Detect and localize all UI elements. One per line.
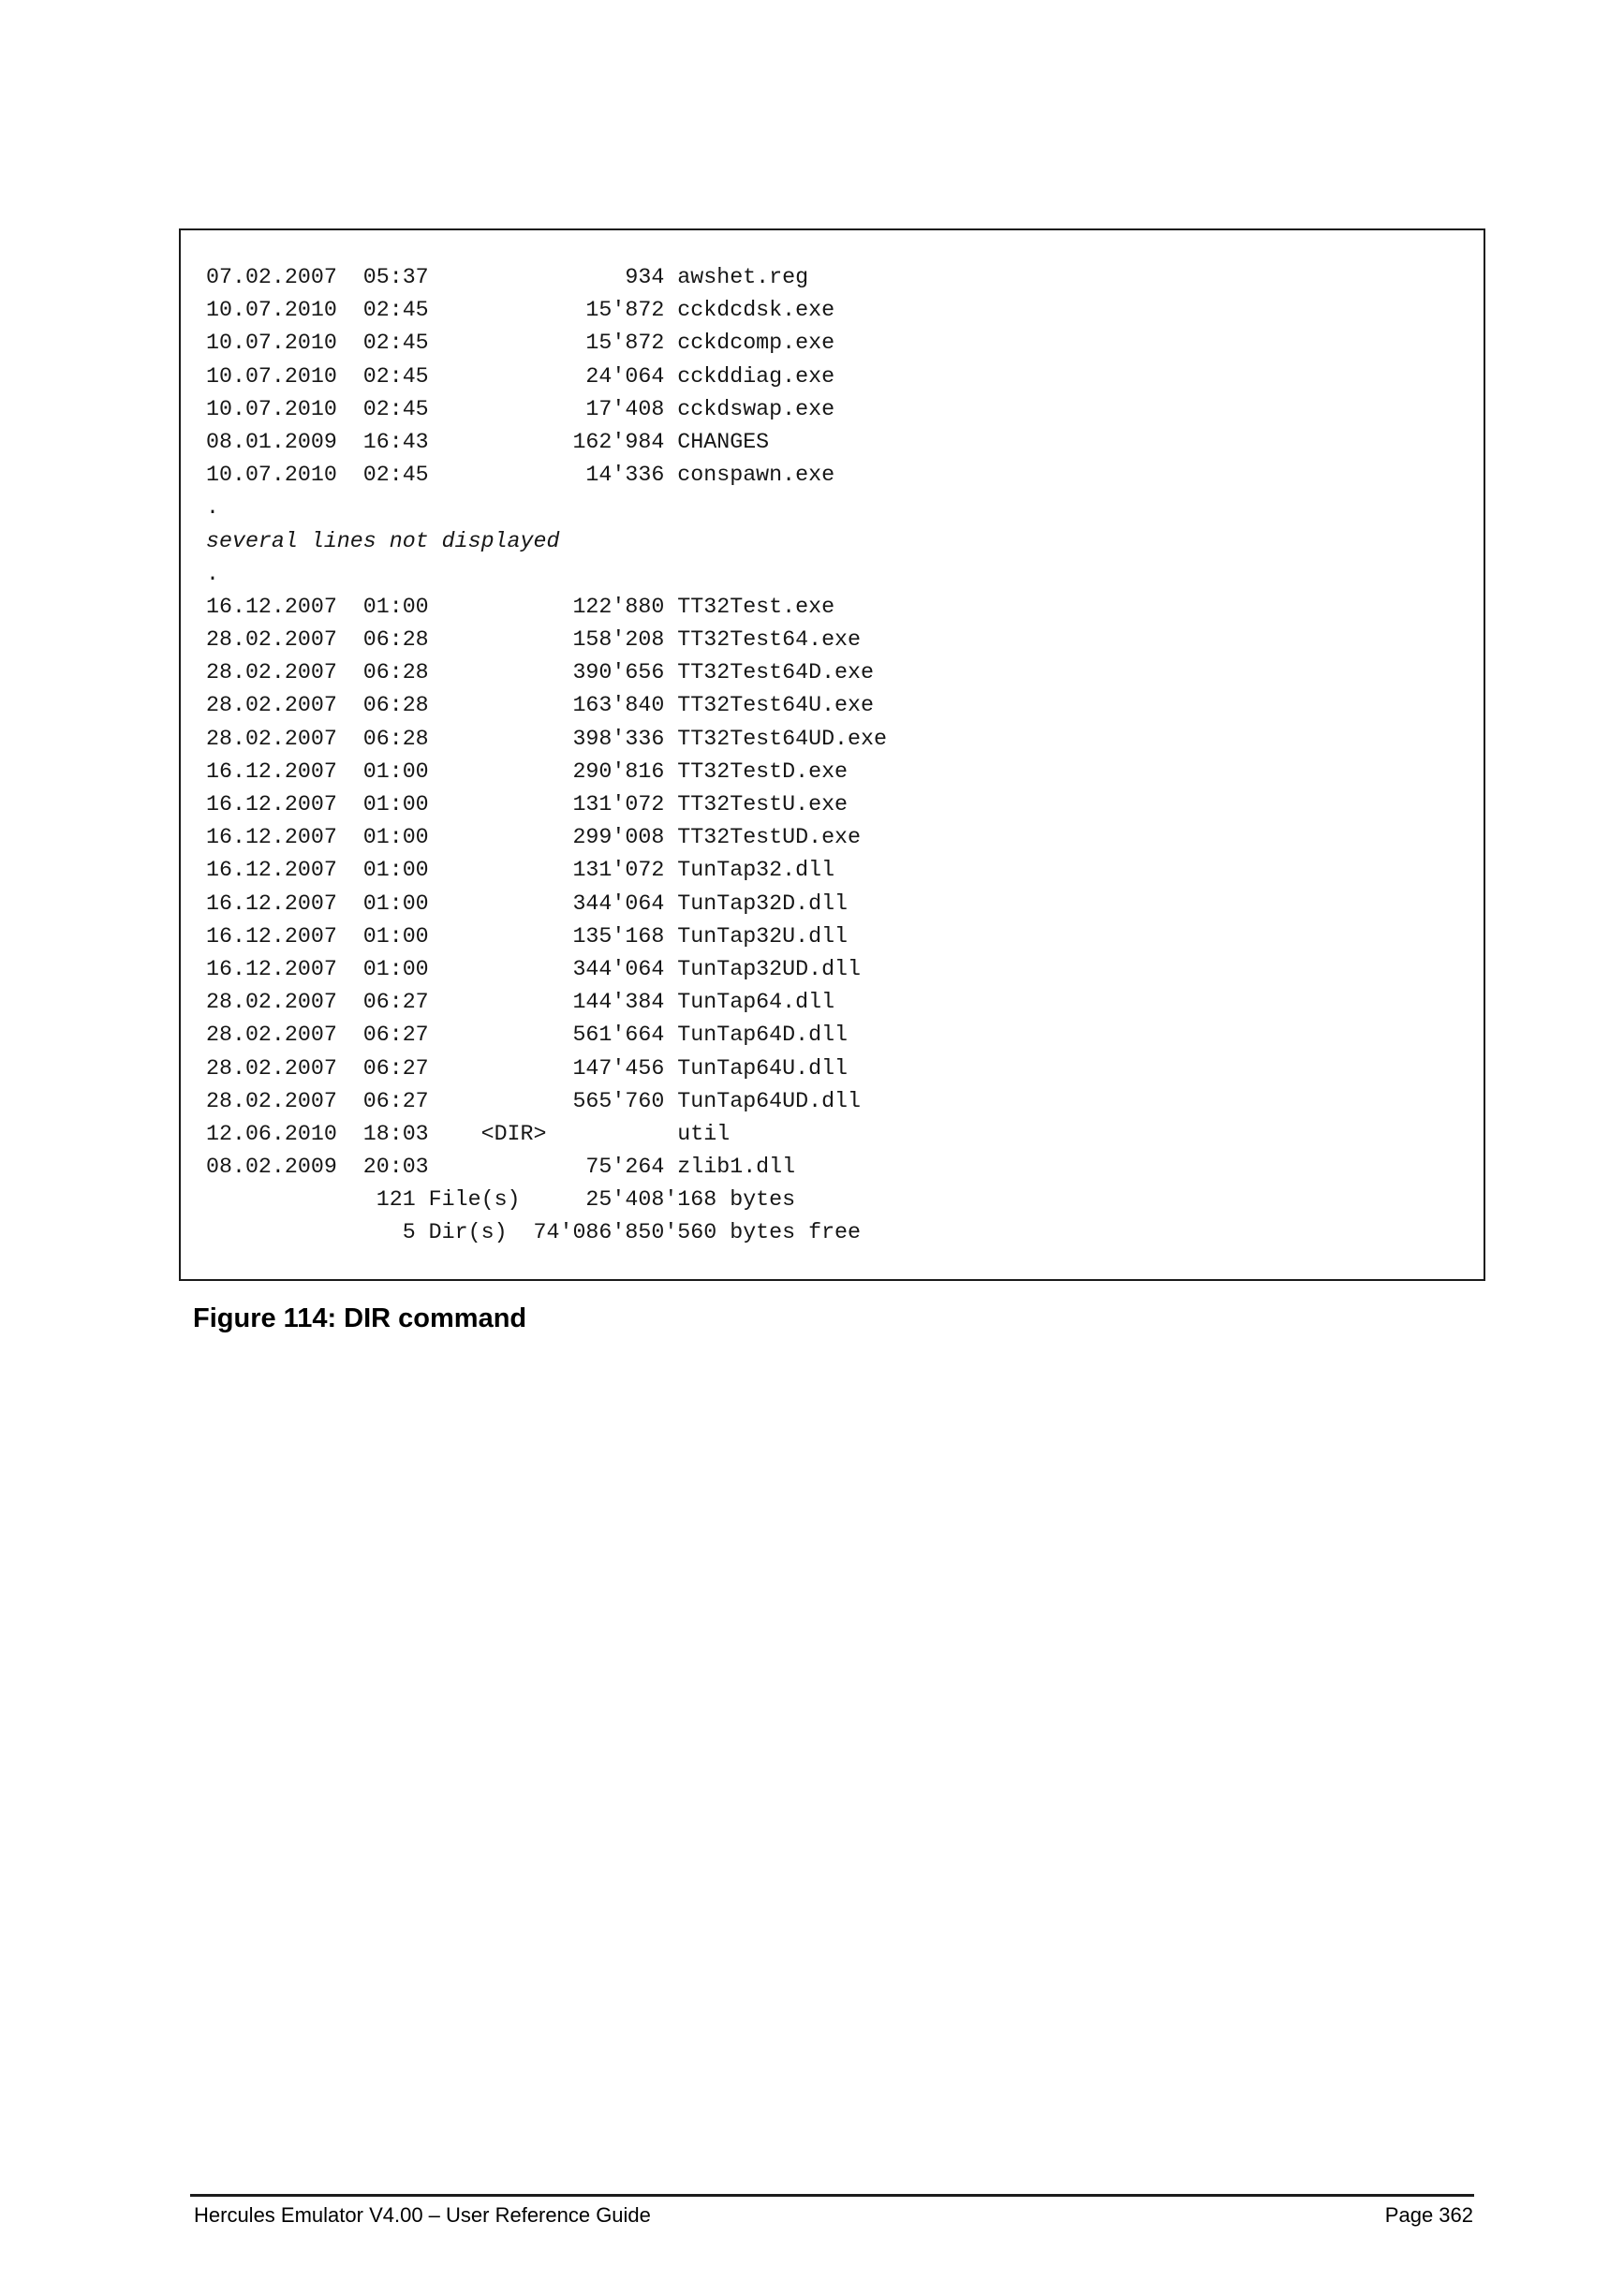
listing-line: 28.02.2007 06:28 163'840 TT32Test64U.exe [206, 693, 875, 718]
listing-line: 5 Dir(s) 74'086'850'560 bytes free [206, 1220, 862, 1245]
footer-title-text: Hercules Emulator V4.00 – User Reference Guide [194, 2203, 651, 2227]
listing-line: 28.02.2007 06:27 147'456 TunTap64U.dll [206, 1055, 849, 1081]
listing-line: 16.12.2007 01:00 344'064 TunTap32D.dll [206, 890, 849, 916]
listing-line: 10.07.2010 02:45 24'064 cckddiag.exe [206, 363, 835, 389]
listing-line: 16.12.2007 01:00 344'064 TunTap32UD.dll [206, 956, 862, 981]
listing-line: 28.02.2007 06:27 561'664 TunTap64D.dll [206, 1023, 849, 1048]
page-footer [194, 2202, 1473, 2229]
listing-line: 16.12.2007 01:00 299'008 TT32TestUD.exe [206, 825, 862, 850]
listing-line: 16.12.2007 01:00 131'072 TT32TestU.exe [206, 792, 849, 817]
listing-line: several lines not displayed [206, 528, 560, 553]
figure-caption: Figure 114: DIR command [193, 1303, 527, 1333]
listing-line: 10.07.2010 02:45 15'872 cckdcdsk.exe [206, 298, 835, 323]
listing-line: 16.12.2007 01:00 135'168 TunTap32U.dll [206, 923, 849, 949]
dir-output-box [179, 228, 1485, 1281]
listing-line: 121 File(s) 25'408'168 bytes [206, 1187, 796, 1213]
listing-line: 12.06.2010 18:03 <DIR> util [206, 1121, 731, 1146]
listing-line: 16.12.2007 01:00 290'816 TT32TestD.exe [206, 758, 849, 784]
listing-line: 28.02.2007 06:28 158'208 TT32Test64.exe [206, 627, 862, 653]
listing-line: 16.12.2007 01:00 131'072 TunTap32.dll [206, 858, 835, 883]
listing-line: 16.12.2007 01:00 122'880 TT32Test.exe [206, 594, 835, 619]
listing-line: 10.07.2010 02:45 17'408 cckdswap.exe [206, 396, 835, 421]
listing-line: 07.02.2007 05:37 934 awshet.reg [206, 265, 809, 289]
listing-line: 28.02.2007 06:28 390'656 TT32Test64D.exe [206, 660, 875, 685]
footer-divider [190, 2194, 1474, 2197]
listing-line: . [206, 561, 219, 586]
listing-line: 10.07.2010 02:45 14'336 conspawn.exe [206, 463, 835, 488]
listing-line: 28.02.2007 06:27 144'384 TunTap64.dll [206, 990, 835, 1015]
listing-line: 28.02.2007 06:27 565'760 TunTap64UD.dll [206, 1088, 862, 1113]
dir-listing [206, 261, 1484, 1250]
footer-page-number: Page 362 [1384, 2203, 1473, 2227]
listing-line: . [206, 495, 219, 521]
listing-line: 08.01.2009 16:43 162'984 CHANGES [206, 429, 770, 454]
listing-line: 28.02.2007 06:28 398'336 TT32Test64UD.exe [206, 726, 887, 751]
listing-line: 08.02.2009 20:03 75'264 zlib1.dll [206, 1155, 796, 1180]
listing-line: 10.07.2010 02:45 15'872 cckdcomp.exe [206, 331, 835, 356]
